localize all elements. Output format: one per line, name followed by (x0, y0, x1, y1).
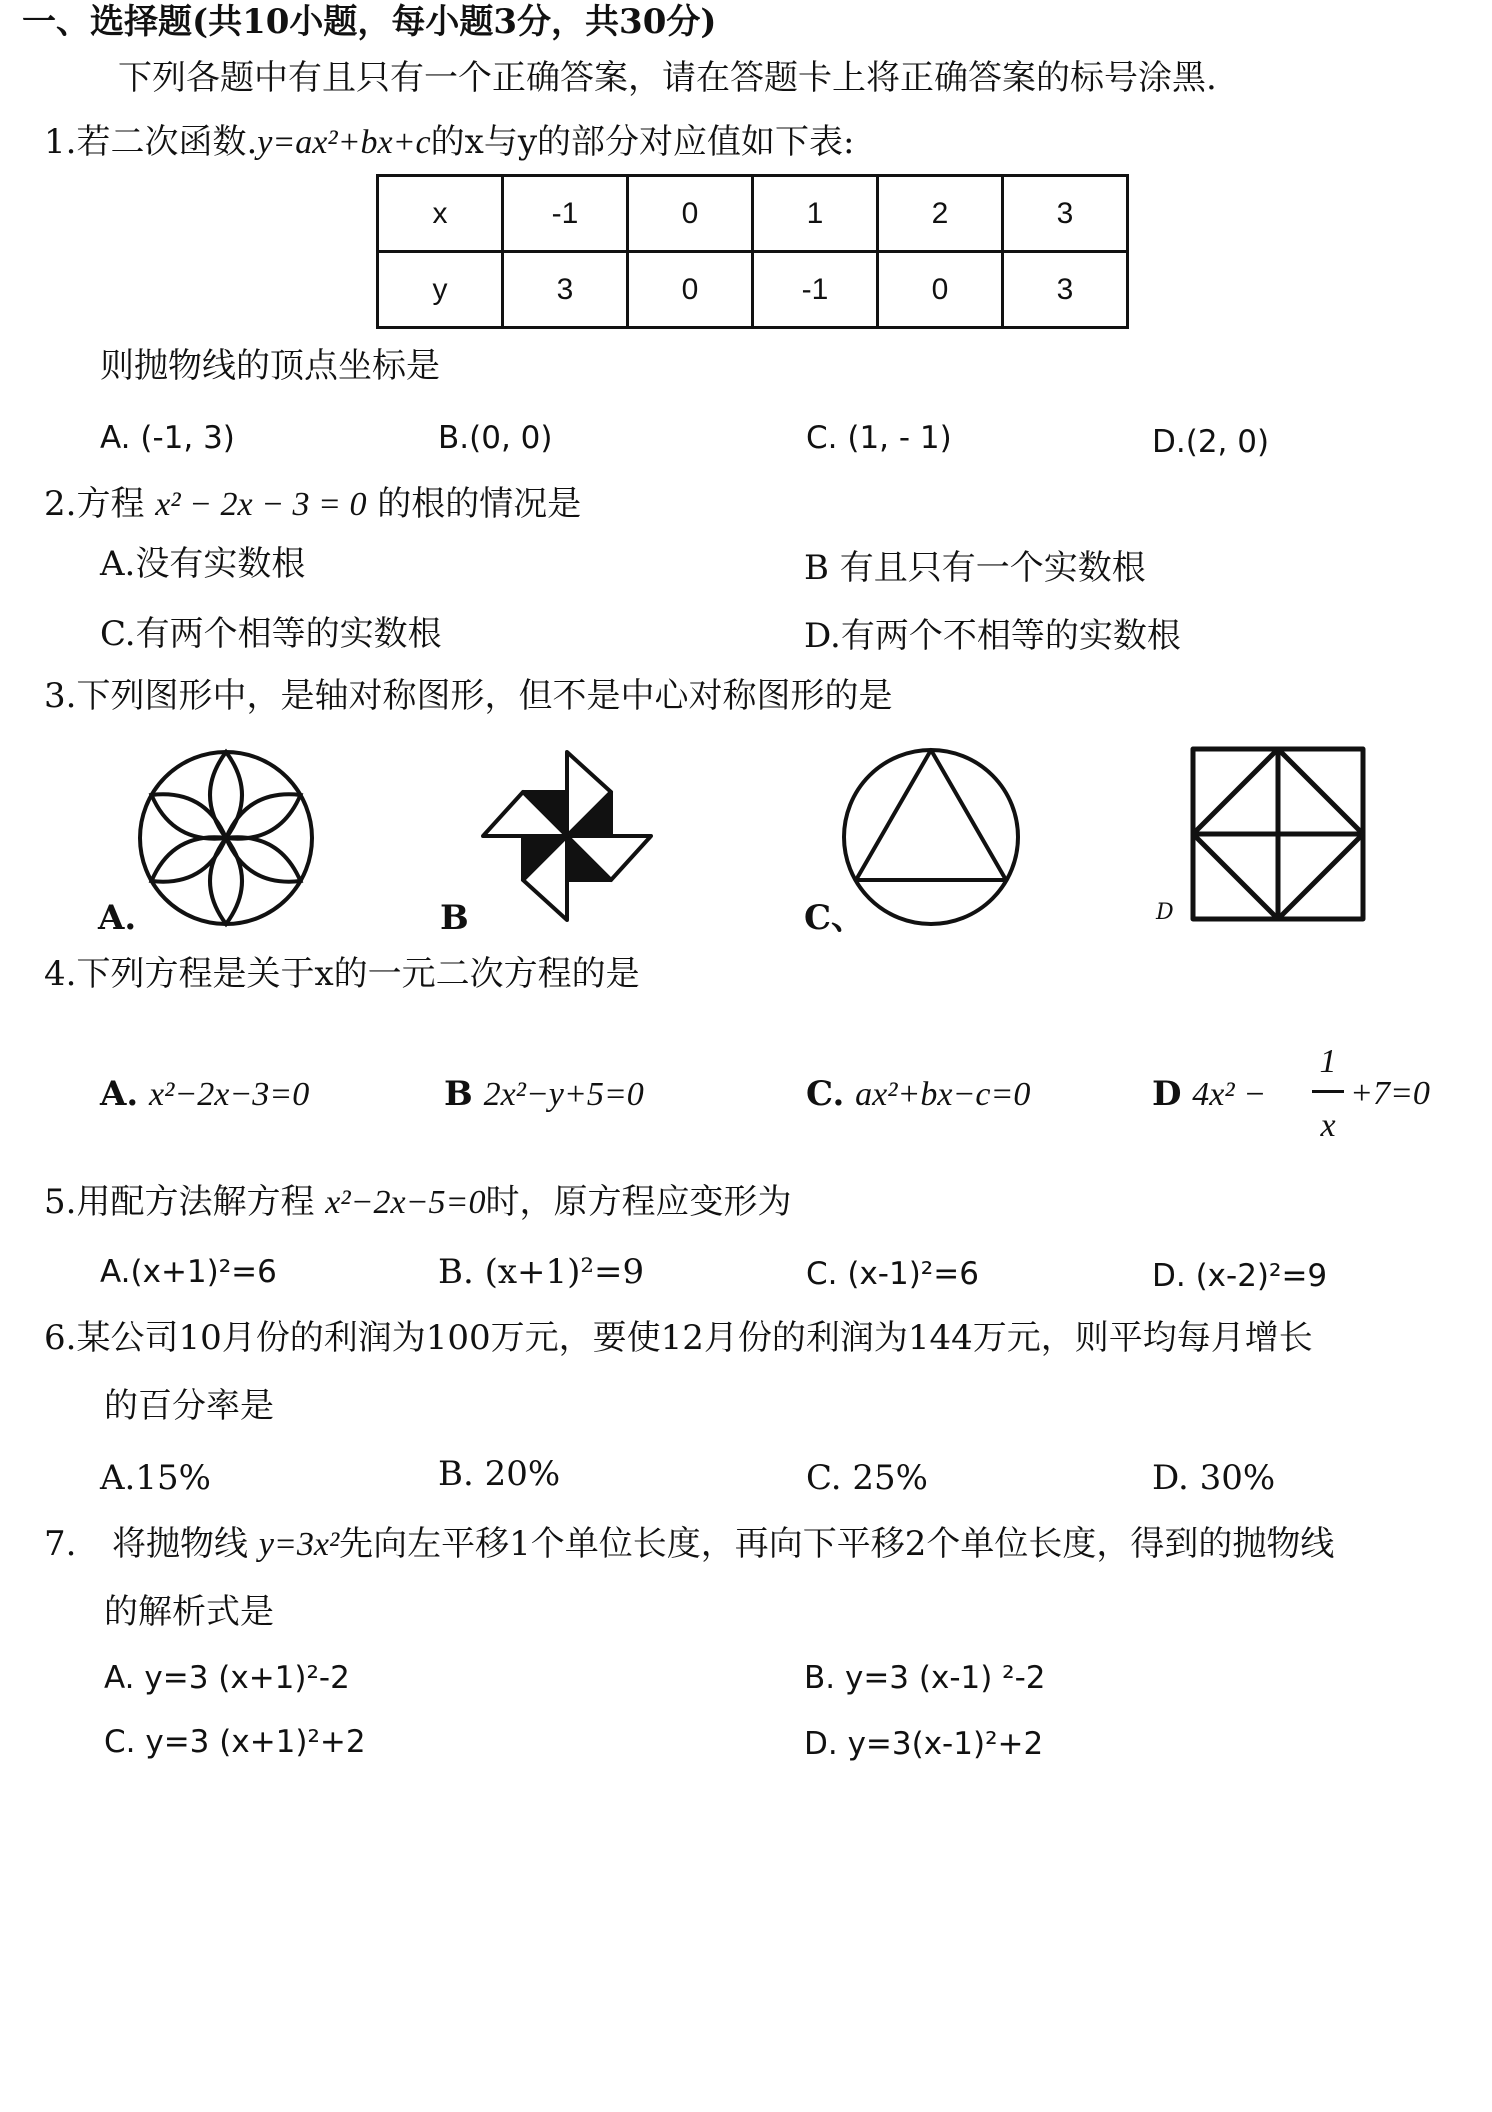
q5-option-a: A.(x+1)²=6 (100, 1254, 277, 1290)
q4-option-b-letter: B (444, 1074, 473, 1114)
x-value-cell: 3 (1003, 176, 1128, 252)
x-value-cell: -1 (503, 176, 628, 252)
figure-c-label: C、 (804, 898, 866, 938)
q7-formula: y=3x² (258, 1526, 340, 1563)
q1-suffix: 的x与y的部分对应值如下表: (430, 122, 855, 162)
q1-value-table (376, 174, 1129, 329)
section-instruction: 下列各题中有且只有一个正确答案，请在答题卡上将正确答案的标号涂黑. (118, 58, 1217, 98)
q4-option-d-formula-b: +7=0 (1350, 1075, 1430, 1112)
q7-option-b: B. y=3 (x-1) ²-2 (804, 1660, 1046, 1696)
q1-option-b: B.(0, 0) (438, 420, 553, 456)
y-value-cell: -1 (753, 252, 878, 328)
q2-prefix: 2.方程 (44, 484, 145, 524)
q1-option-a: A. (-1, 3) (100, 420, 235, 456)
q5-prefix: 5.用配方法解方程 (44, 1182, 315, 1222)
q7-suffix: 先向左平移1个单位长度，再向下平移2个单位长度，得到的抛物线 (339, 1524, 1335, 1564)
q4-option-a (100, 1072, 309, 1117)
q7-number: 7. (44, 1524, 77, 1564)
y-value-cell: 3 (1003, 252, 1128, 328)
figure-a-label: A. (98, 898, 137, 938)
q2-option-a: A.没有实数根 (100, 544, 306, 584)
q4-option-d-fraction-bar (1312, 1090, 1344, 1093)
q5-stem (44, 1180, 791, 1225)
q2-formula: x² − 2x − 3 = 0 (155, 486, 367, 523)
x-label-cell: x (378, 176, 503, 252)
x-value-cell: 1 (753, 176, 878, 252)
q1-stem (44, 120, 854, 165)
x-value-cell: 0 (628, 176, 753, 252)
figure-a-rosette (134, 746, 318, 930)
q7-prefix: 将抛物线 (112, 1524, 248, 1564)
q4-option-b (444, 1072, 644, 1117)
q4-option-d (1152, 1072, 1266, 1117)
figure-b-pinwheel (478, 748, 656, 924)
q4-option-c-formula: ax²+bx−c=0 (855, 1076, 1031, 1113)
figure-c-triangle-in-circle (838, 744, 1024, 930)
q6-option-b: B. 20% (438, 1454, 561, 1494)
q4-option-d-formula-a: 4x² − (1192, 1076, 1267, 1113)
figure-b-label: B (440, 898, 469, 938)
q5-formula: x²−2x−5=0 (325, 1184, 486, 1221)
q4-stem: 4.下列方程是关于x的一元二次方程的是 (44, 954, 640, 994)
q2-suffix: 的根的情况是 (377, 484, 582, 524)
q4-option-b-formula: 2x²−y+5=0 (483, 1076, 644, 1113)
figure-d-square-diamond (1188, 744, 1368, 924)
section-heading: 一、选择题(共10小题，每小题3分，共30分) (22, 2, 717, 42)
q4-option-a-letter: A. (100, 1074, 139, 1114)
y-label-cell: y (378, 252, 503, 328)
q6-option-a: A.15% (100, 1458, 211, 1498)
q6-stem-line1: 6.某公司10月份的利润为100万元，要使12月份的利润为144万元，则平均每月增长 (44, 1318, 1313, 1358)
q4-option-a-formula: x²−2x−3=0 (149, 1076, 310, 1113)
q4-option-d-numerator: 1 (1319, 1043, 1337, 1080)
figure-d-label: D (1156, 900, 1174, 925)
q2-option-c: C.有两个相等的实数根 (100, 614, 442, 654)
y-value-cell: 0 (878, 252, 1003, 328)
q1-stem2: 则抛物线的顶点坐标是 (100, 346, 440, 386)
q7-option-a: A. y=3 (x+1)²-2 (104, 1660, 350, 1696)
q2-option-d: D.有两个不相等的实数根 (804, 616, 1181, 656)
q7-option-c: C. y=3 (x+1)²+2 (104, 1724, 366, 1760)
q6-stem-line2: 的百分率是 (104, 1386, 274, 1426)
y-value-cell: 0 (628, 252, 753, 328)
q5-suffix: 时，原方程应变形为 (485, 1182, 792, 1222)
q4-option-d-letter: D (1152, 1074, 1182, 1114)
table-row-x (378, 176, 1128, 252)
q5-option-c: C. (x-1)²=6 (806, 1256, 979, 1292)
q1-prefix: 1.若二次函数. (44, 122, 258, 162)
q2-option-b: B 有且只有一个实数根 (804, 548, 1146, 588)
q3-stem: 3.下列图形中，是轴对称图形，但不是中心对称图形的是 (44, 676, 893, 716)
q1-option-c: C. (1, - 1) (806, 420, 952, 456)
q1-option-d: D.(2, 0) (1152, 424, 1270, 460)
q7-stem-line2: 的解析式是 (104, 1592, 274, 1632)
q6-option-d: D. 30% (1152, 1458, 1276, 1498)
q7-stem (112, 1522, 1334, 1567)
q7-option-d: D. y=3(x-1)²+2 (804, 1726, 1044, 1762)
q4-option-c-letter: C. (806, 1074, 845, 1114)
q6-option-c: C. 25% (806, 1458, 928, 1498)
q5-option-d: D. (x-2)²=9 (1152, 1258, 1328, 1294)
table-row-y (378, 252, 1128, 328)
x-value-cell: 2 (878, 176, 1003, 252)
q5-option-b: B. (x+1)²=9 (438, 1252, 645, 1292)
q4-option-d-denominator: x (1320, 1107, 1336, 1144)
y-value-cell: 3 (503, 252, 628, 328)
q2-stem (44, 482, 581, 527)
q1-formula: y=ax²+bx+c (257, 124, 431, 161)
q4-option-c (806, 1072, 1030, 1117)
